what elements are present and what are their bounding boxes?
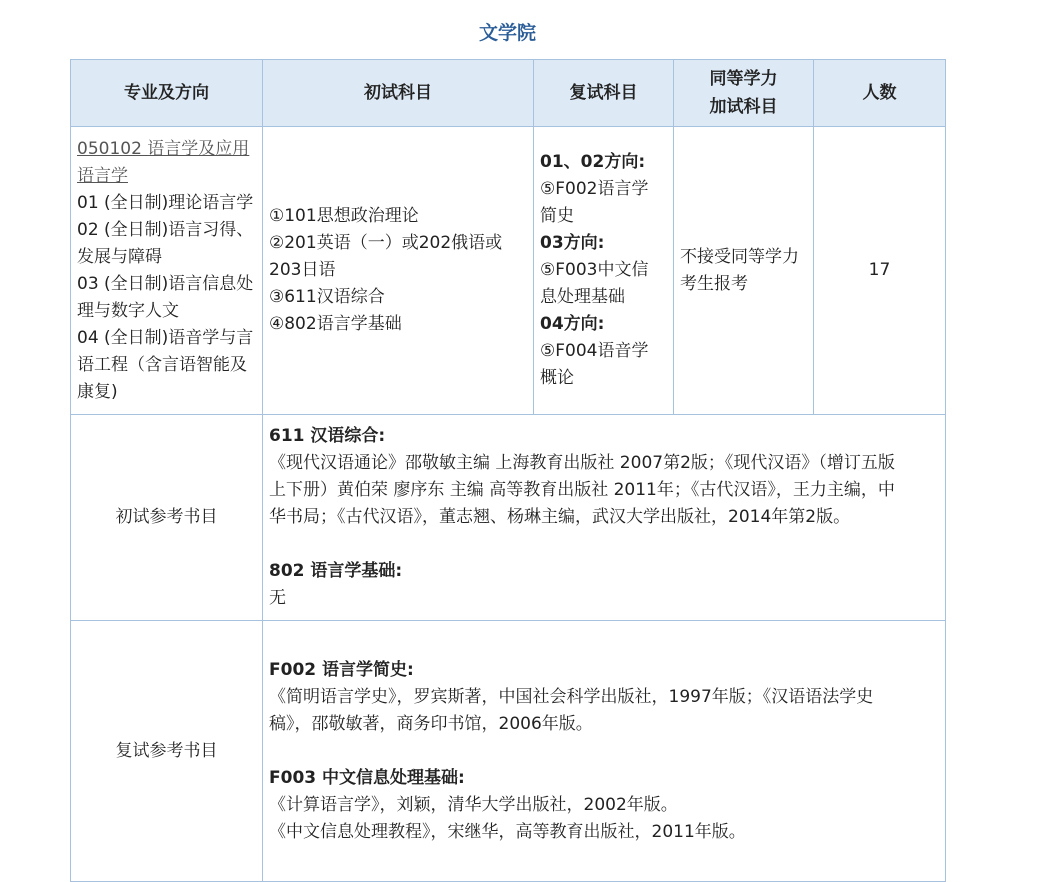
- spacer: [269, 531, 939, 558]
- retest-direction-heading: 01、02方向:: [540, 152, 646, 172]
- equivalent-text: 不接受同等学力: [680, 246, 799, 267]
- initial-subject: ③611汉语综合: [269, 287, 385, 307]
- header-retest: 复试科目: [534, 60, 674, 127]
- direction-line: 理与数字人文: [77, 300, 179, 321]
- header-initial: 初试科目: [263, 60, 534, 127]
- ref-section-title: F002 语言学简史:: [269, 659, 414, 680]
- retest-direction-heading: 03方向:: [540, 233, 605, 253]
- ref-line: 《中文信息处理教程》，宋继华，高等教育出版社，2011年版。: [269, 821, 746, 842]
- retest-direction-heading: 04方向:: [540, 314, 605, 334]
- ref-line: 上下册）黄伯荣 廖序东 主编 高等教育出版社 2011年；《古代汉语》，王力主编，中: [269, 480, 895, 500]
- ref-line: 稿》，邵敬敏著，商务印书馆，2006年版。: [269, 713, 593, 734]
- initial-subjects-cell: [263, 127, 534, 415]
- initial-subject: ②201英语（一）或202俄语或: [269, 233, 503, 253]
- retest-subject: ⑤F002语言学: [540, 179, 649, 199]
- ref-line: 华书局；《古代汉语》，董志翘、杨琳主编，武汉大学出版社，2014年第2版。: [269, 507, 851, 527]
- retest-subject: 简史: [540, 206, 574, 226]
- spacer: [269, 738, 939, 765]
- count-cell: 17: [814, 127, 946, 415]
- initial-refs-row: [71, 415, 946, 621]
- initial-refs-label: 初试参考书目: [71, 415, 263, 621]
- initial-subject: ④802语言学基础: [269, 314, 402, 334]
- retest-subject: 息处理基础: [540, 287, 625, 307]
- retest-subject: ⑤F004语音学: [540, 341, 649, 361]
- direction-line: 康复): [77, 381, 118, 402]
- header-equivalent-line2: 加试科目: [709, 97, 778, 117]
- equivalent-cell: [674, 127, 814, 415]
- ref-section-title: F003 中文信息处理基础:: [269, 767, 465, 788]
- header-major: 专业及方向: [71, 60, 263, 127]
- initial-subject: 203日语: [269, 260, 336, 280]
- retest-subject: 概论: [540, 368, 574, 388]
- ref-line: 《现代汉语通论》邵敬敏主编 上海教育出版社 2007第2版；《现代汉语》（增订五版: [269, 453, 895, 473]
- ref-line: 《简明语言学史》，罗宾斯著，中国社会科学出版社，1997年版；《汉语语法学史: [269, 686, 874, 707]
- retest-refs-label: 复试参考书目: [71, 621, 263, 882]
- direction-line: 04 (全日制)语音学与言: [77, 327, 254, 348]
- equivalent-text: 考生报考: [680, 273, 748, 294]
- program-row: [71, 127, 946, 415]
- header-row: [71, 60, 946, 127]
- header-equivalent-line1: 同等学力: [709, 69, 778, 89]
- retest-refs-content: [263, 621, 946, 882]
- retest-refs-row: [71, 621, 946, 882]
- program-code-link-cont[interactable]: 语言学: [77, 165, 128, 186]
- page-title: 文学院: [478, 22, 536, 44]
- ref-section-title: 611 汉语综合:: [269, 426, 386, 446]
- direction-line: 02 (全日制)语言习得、: [77, 219, 254, 240]
- direction-line: 03 (全日制)语言信息处: [77, 273, 254, 294]
- program-code-link[interactable]: 050102 语言学及应用: [77, 138, 250, 159]
- header-count: 人数: [814, 60, 946, 127]
- direction-line: 语工程（含言语智能及: [77, 354, 247, 375]
- retest-subject: ⑤F003中文信: [540, 260, 649, 280]
- initial-refs-content: [263, 415, 946, 621]
- major-cell: [71, 127, 263, 415]
- initial-subject: ①101思想政治理论: [269, 206, 419, 226]
- admissions-table: [70, 59, 946, 882]
- direction-line: 发展与障碍: [77, 246, 162, 267]
- direction-line: 01 (全日制)理论语言学: [77, 192, 254, 213]
- ref-section-title: 802 语言学基础:: [269, 561, 403, 581]
- retest-subjects-cell: [534, 127, 674, 415]
- ref-line: 无: [269, 588, 286, 608]
- header-equivalent: [674, 60, 814, 127]
- ref-line: 《计算语言学》，刘颖，清华大学出版社，2002年版。: [269, 794, 678, 815]
